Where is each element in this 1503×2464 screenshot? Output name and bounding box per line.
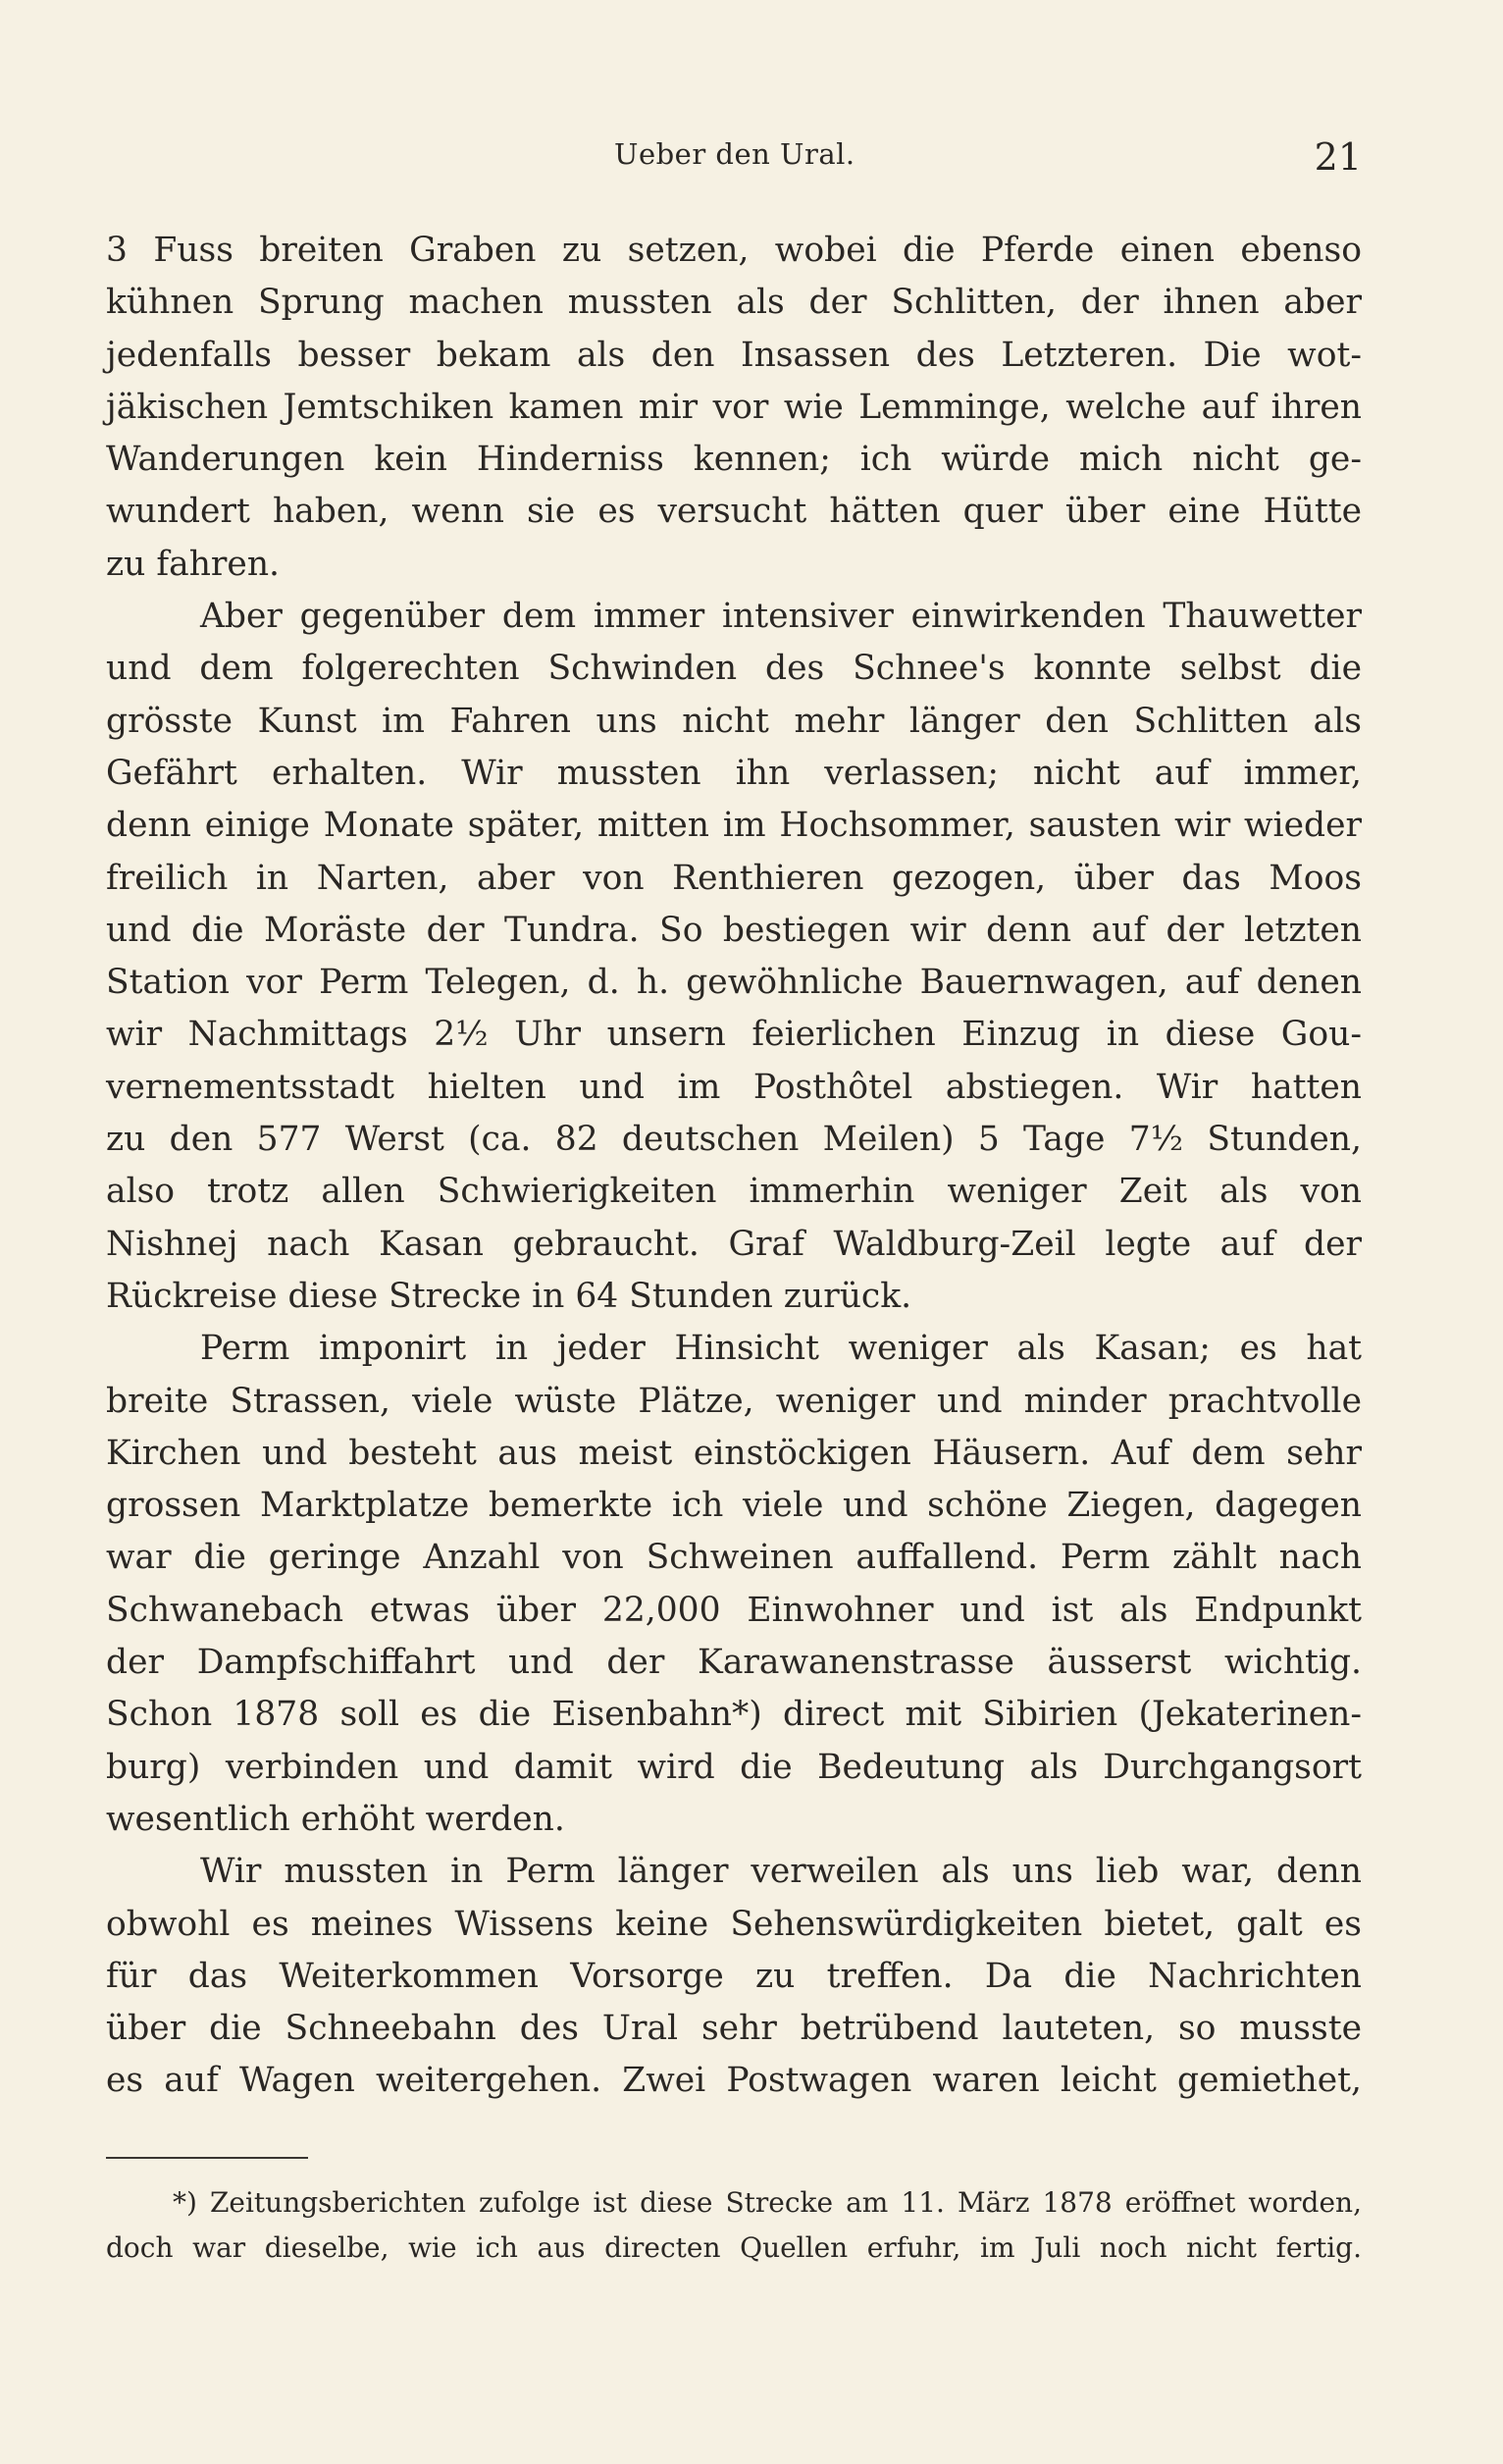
text-line: es auf Wagen weitergehen. Zwei Postwagen waren leicht gemiethet, <box>106 2061 1362 2101</box>
text-line: Wir mussten in Perm länger verweilen als uns lieb war, denn <box>200 1852 1362 1892</box>
text-line: Schwanebach etwas über 22,000 Einwohner und ist als Endpunkt <box>106 1590 1362 1630</box>
text-line: war die geringe Anzahl von Schweinen auffallend. Perm zählt nach <box>106 1538 1362 1578</box>
page-number: 21 <box>1314 135 1362 179</box>
text-line: jedenfalls besser bekam als den Insassen des Letzteren. Die wot- <box>106 335 1362 375</box>
text-line: Rückreise diese Strecke in 64 Stunden zurück. <box>106 1276 912 1316</box>
text-line: Schon 1878 soll es die Eisenbahn*) direct mit Sibirien (Jekaterinen- <box>106 1695 1362 1735</box>
text-line: Nishnej nach Kasan gebraucht. Graf Waldburg-Zeil legte auf der <box>106 1224 1362 1264</box>
text-line: der Dampfschiffahrt und der Karawanenstrasse äusserst wichtig. <box>106 1643 1362 1683</box>
text-line: über die Schneebahn des Ural sehr betrübend lauteten, so musste <box>106 2009 1362 2049</box>
text-line: und dem folgerechten Schwinden des Schnee's konnte selbst die <box>106 649 1362 689</box>
running-head <box>106 137 1362 186</box>
text-line: breite Strassen, viele wüste Plätze, weniger und minder prachtvolle <box>106 1381 1362 1421</box>
text-line: Aber gegenüber dem immer intensiver einwirkenden Thauwetter <box>200 597 1362 637</box>
text-line: Kirchen und besteht aus meist einstöckigen Häusern. Auf dem sehr <box>106 1433 1362 1473</box>
text-line: grossen Marktplatze bemerkte ich viele und schöne Ziegen, dagegen <box>106 1486 1362 1526</box>
body-text <box>106 225 1362 2108</box>
text-line: 3 Fuss breiten Graben zu setzen, wobei die Pferde einen ebenso <box>106 231 1362 270</box>
text-line: also trotz allen Schwierigkeiten immerhin weniger Zeit als von <box>106 1172 1362 1212</box>
text-line: freilich in Narten, aber von Renthieren gezogen, über das Moos <box>106 858 1362 898</box>
text-line: Perm imponirt in jeder Hinsicht weniger als Kasan; es hat <box>200 1329 1362 1369</box>
text-line: Station vor Perm Telegen, d. h. gewöhnliche Bauernwagen, auf denen <box>106 963 1362 1003</box>
text-line: vernementsstadt hielten und im Posthôtel abstiegen. Wir hatten <box>106 1067 1362 1107</box>
footnote-line: *) Zeitungsberichten zufolge ist diese Strecke am 11. März 1878 eröffnet worden, <box>173 2186 1362 2219</box>
text-line: wesentlich erhöht werden. <box>106 1799 565 1839</box>
text-line: zu fahren. <box>106 544 281 584</box>
text-line: Gefährt erhalten. Wir mussten ihn verlassen; nicht auf immer, <box>106 753 1362 793</box>
footnote-line: doch war dieselbe, wie ich aus directen Quellen erfuhr, im Juli noch nicht fertig. <box>106 2231 1362 2264</box>
running-title: Ueber den Ural. <box>614 137 855 171</box>
footnote <box>106 2180 1362 2271</box>
text-line: zu den 577 Werst (ca. 82 deutschen Meilen) 5 Tage 7½ Stunden, <box>106 1120 1362 1160</box>
text-line: wundert haben, wenn sie es versucht hätten quer über eine Hütte <box>106 492 1362 532</box>
text-line: und die Moräste der Tundra. So bestiegen wir denn auf der letzten <box>106 910 1362 950</box>
text-line: für das Weiterkommen Vorsorge zu treffen. Da die Nachrichten <box>106 1956 1362 1996</box>
text-line: burg) verbinden und damit wird die Bedeutung als Durchgangsort <box>106 1747 1362 1787</box>
text-line: wir Nachmittags 2½ Uhr unsern feierlichen Einzug in diese Gou- <box>106 1015 1362 1055</box>
text-line: Wanderungen kein Hinderniss kennen; ich würde mich nicht ge- <box>106 440 1362 480</box>
footnote-divider <box>106 2157 308 2159</box>
text-line: jäkischen Jemtschiken kamen mir vor wie Lemminge, welche auf ihren <box>106 387 1362 427</box>
text-line: denn einige Monate später, mitten im Hochsommer, sausten wir wieder <box>106 806 1362 846</box>
text-line: obwohl es meines Wissens keine Sehenswürdigkeiten bietet, galt es <box>106 1904 1362 1944</box>
text-line: kühnen Sprung machen mussten als der Schlitten, der ihnen aber <box>106 283 1362 323</box>
text-line: grösste Kunst im Fahren uns nicht mehr länger den Schlitten als <box>106 701 1362 741</box>
